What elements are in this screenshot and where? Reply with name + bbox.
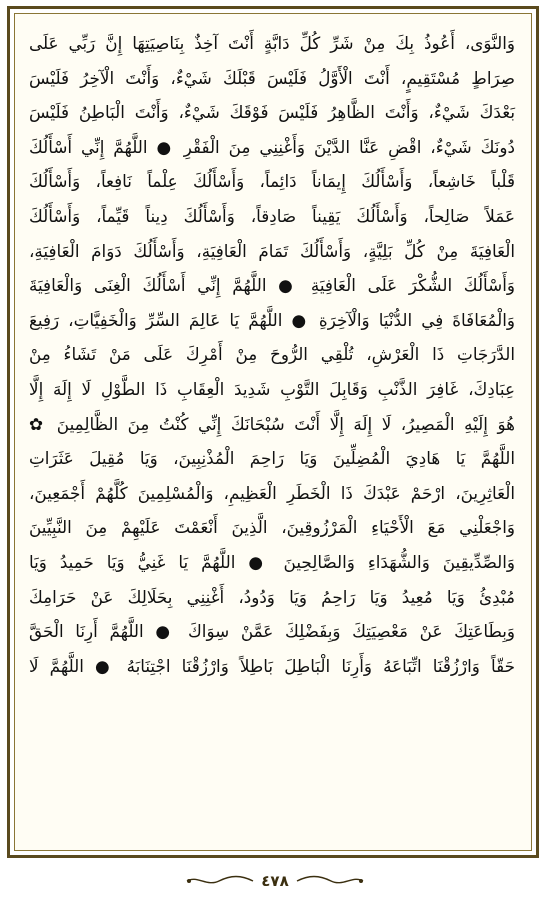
text-line: وَبِطَاعَتِكَ عَنْ مَعْصِيَتِكَ وَبِفَضْلِكَ عَمَّنْ سِوَاكَ ● اللَّهُمَّ أَرِنَا الْحَقَّ [29, 621, 515, 642]
text-line: وَالنَّوَى، أَعُوذُ بِكَ مِنْ شَرِّ كُلِّ دَابَّةٍ أَنْتَ آخِذٌ بِنَاصِيَتِهَا إِنَّ رَبِّي عَلَى [29, 33, 515, 53]
text-line: وَاجْعَلْنِي مَعَ الْأَحْيَاءِ الْمَرْزُوقِينَ، الَّذِينَ أَنْعَمْتَ عَلَيْهِمْ مِنَ النَّبِيِّينَ [29, 517, 515, 538]
text-line: عَمَلاً صَالِحاً، وَأَسْأَلُكَ يَقِيناً صَادِقاً، وَأَسْأَلُكَ دِيناً قَيِّماً، وَأَسْأَلُكَ [29, 205, 515, 226]
page-number: ٤٧٨ [261, 872, 289, 890]
text-line: الْعَافِيَةَ مِنْ كُلِّ بَلِيَّةٍ، وَأَسْأَلُكَ تَمَامَ الْعَافِيَةِ، وَأَسْأَلُكَ دَوَامَ الْعَافِيَةِ، [29, 240, 515, 261]
text-line: دُونَكَ شَيْءٌ، اقْضِ عَنَّا الدَّيْنَ وَأَغْنِنِي مِنَ الْفَقْرِ ● اللَّهُمَّ إِنِّي أَسْأَلُكَ [29, 136, 515, 157]
text-line: هُوَ إِلَيْهِ الْمَصِيرُ، لَا إِلَهَ إِلَّا أَنْتَ سُبْحَانَكَ إِنِّي كُنْتُ مِنَ الظَّالِمِينَ ✿ [29, 413, 515, 434]
page-inner-border [14, 13, 532, 851]
text-line: الْعَاثِرِينَ، ارْحَمْ عَبْدَكَ ذَا الْخَطَرِ الْعَظِيمِ، وَالْمُسْلِمِينَ كُلَّهُمْ أَجْمَعِينَ، [29, 482, 515, 503]
page-outer-border [7, 6, 539, 858]
text-line: صِرَاطٍ مُسْتَقِيمٍ، أَنْتَ الْأَوَّلُ فَلَيْسَ قَبْلَكَ شَيْءٌ، وَأَنْتَ الْآخِرُ فَلَيْسَ [29, 67, 515, 88]
text-line: مُبْدِئُ وَيَا مُعِيدُ وَيَا رَاحِمُ وَيَا وَدُودُ، أَغْنِنِي بِحَلَالِكَ عَنْ حَرَامِكَ [29, 586, 515, 607]
text-line: قَلْباً خَاشِعاً، وَأَسْأَلُكَ إِيمَاناً دَائِماً، وَأَسْأَلُكَ عِلْماً نَافِعاً، وَأَسْأَلُكَ [29, 171, 515, 192]
text-line: بَعْدَكَ شَيْءٌ، وَأَنْتَ الظَّاهِرُ فَلَيْسَ فَوْقَكَ شَيْءٌ، وَأَنْتَ الْبَاطِنُ فَلَيْسَ [29, 102, 515, 123]
page-footer [0, 866, 550, 896]
text-line: وَالصِّدِّيقِينَ وَالشُّهَدَاءِ وَالصَّالِحِينَ ● اللَّهُمَّ يَا غَنِيُّ وَيَا حَمِيدُ وَيَا [29, 551, 515, 572]
text-line: وَأَسْأَلُكَ الشُّكْرَ عَلَى الْعَافِيَةِ ● اللَّهُمَّ إِنِّي أَسْأَلُكَ الْغِنَى وَالْعَافِيَةَ [29, 275, 515, 296]
prayer-text-block [29, 26, 515, 683]
ornament-flourish-icon [295, 874, 365, 888]
text-line: الدَّرَجَاتِ ذَا الْعَرْشِ، تُلْقِي الرُّوحَ مِنْ أَمْرِكَ عَلَى مَنْ تَشَاءُ مِنْ [29, 344, 515, 365]
text-line: وَالْمُعَافَاةَ فِي الدُّنْيَا وَالْآخِرَةِ ● اللَّهُمَّ يَا عَالِمَ السِّرِّ وَالْخَفِيَّاتِ، رَفِيعَ [29, 309, 515, 330]
text-line: اللَّهُمَّ يَا هَادِيَ الْمُضِلِّينَ وَيَا رَاحِمَ الْمُذْنِبِينَ، وَيَا مُقِيلَ عَثَرَاتِ [29, 448, 515, 469]
ornament-flourish-icon [185, 874, 255, 888]
text-line: عِبَادِكَ، غَافِرَ الذَّنْبِ وَقَابِلَ التَّوْبِ شَدِيدَ الْعِقَابِ ذَا الطَّوْلِ لَا إِلَهَ إِلَّا [29, 378, 515, 399]
text-line: حَقّاً وَارْزُقْنَا اتِّبَاعَهُ وَأَرِنَا الْبَاطِلَ بَاطِلاً وَارْزُقْنَا اجْتِنَابَهُ ● اللَّهُمَّ لَا [29, 655, 515, 676]
